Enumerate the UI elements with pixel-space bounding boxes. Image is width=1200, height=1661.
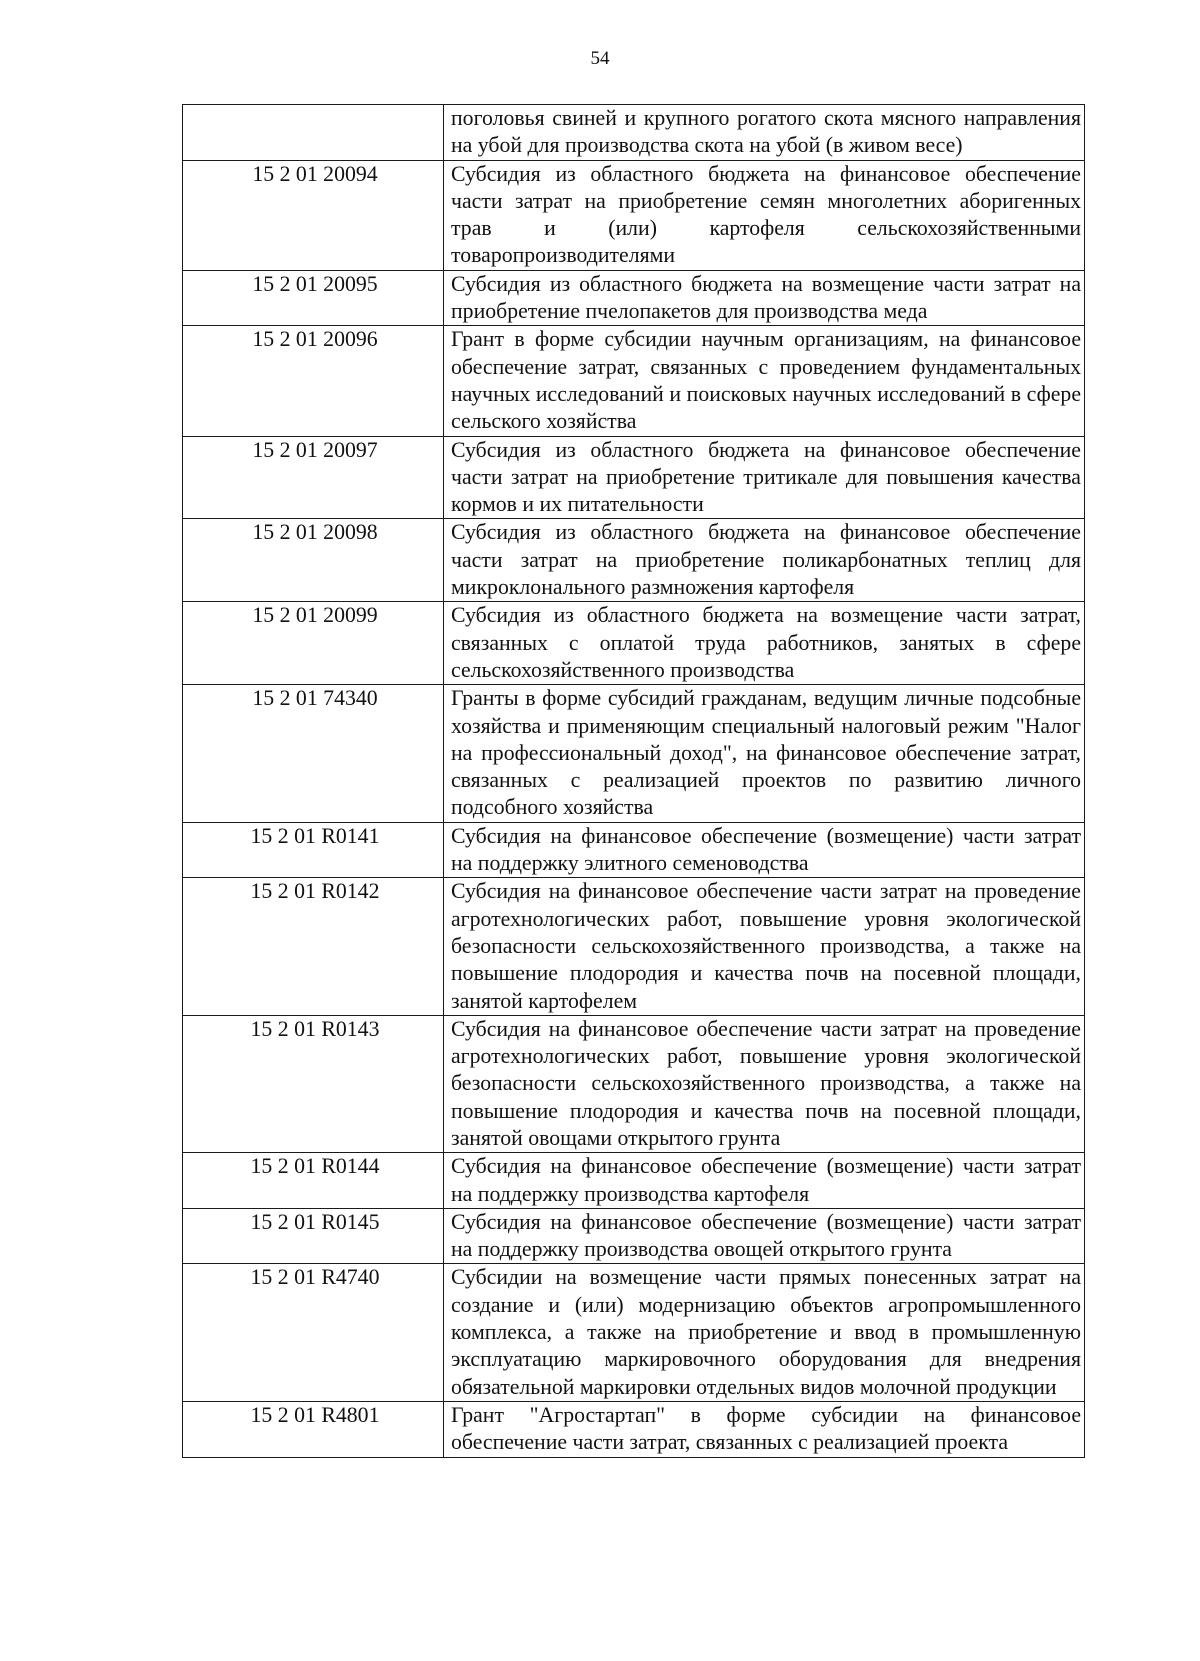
description-cell: Субсидия на финансовое обеспечение части затрат на проведение агротехнологических работ, повышение уровня экологической безопасности сельскохозяйственного производства, а также на повышение плодородия и качества почв на посевной площади, занятой овощами открытого грунта <box>444 1015 1085 1152</box>
table-row <box>183 878 1085 1015</box>
description-cell: Грант "Агростартап" в форме субсидии на финансовое обеспечение части затрат, связанных с реализацией проекта <box>444 1401 1085 1457</box>
table-row <box>183 822 1085 878</box>
description-cell: Субсидия на финансовое обеспечение (возмещение) части затрат на поддержку элитного семеноводства <box>444 822 1085 878</box>
budget-code-cell: 15 2 01 R0141 <box>183 822 444 878</box>
table-row <box>183 326 1085 436</box>
table-row <box>183 436 1085 519</box>
budget-code-cell: 15 2 01 20097 <box>183 436 444 519</box>
description-cell: Субсидия на финансовое обеспечение (возмещение) части затрат на поддержку производства картофеля <box>444 1153 1085 1209</box>
description-cell: Субсидия из областного бюджета на возмещение части затрат, связанных с оплатой труда работников, занятых в сфере сельскохозяйственного производства <box>444 602 1085 685</box>
table-row <box>183 519 1085 602</box>
description-cell: Субсидия на финансовое обеспечение части затрат на проведение агротехнологических работ, повышение уровня экологической безопасности сельскохозяйственного производства, а также на повышение плодородия и качества почв на посевной площади, занятой картофелем <box>444 878 1085 1015</box>
budget-code-cell: 15 2 01 R0142 <box>183 878 444 1015</box>
table-row <box>183 1264 1085 1401</box>
table-row <box>183 105 1085 161</box>
description-cell: Субсидия на финансовое обеспечение (возмещение) части затрат на поддержку производства овощей открытого грунта <box>444 1208 1085 1264</box>
table-row <box>183 160 1085 270</box>
budget-code-cell: 15 2 01 R0145 <box>183 1208 444 1264</box>
description-cell: Субсидия из областного бюджета на финансовое обеспечение части затрат на приобретение тритикале для повышения качества кормов и их питательности <box>444 436 1085 519</box>
description-cell: Субсидия из областного бюджета на финансовое обеспечение части затрат на приобретение поликарбонатных теплиц для микроклонального размножения картофеля <box>444 519 1085 602</box>
budget-code-cell: 15 2 01 74340 <box>183 685 444 822</box>
table-row <box>183 685 1085 822</box>
description-cell: Субсидии на возмещение части прямых понесенных затрат на создание и (или) модернизацию объектов агропромышленного комплекса, а также на приобретение и ввод в промышленную эксплуатацию маркировочного оборудования для внедрения обязательной маркировки отдельных видов молочной продукции <box>444 1264 1085 1401</box>
budget-code-cell: 15 2 01 R4740 <box>183 1264 444 1401</box>
description-cell: Субсидия из областного бюджета на возмещение части затрат на приобретение пчелопакетов для производства меда <box>444 270 1085 326</box>
page-number: 54 <box>590 48 610 69</box>
table-row <box>183 1015 1085 1152</box>
budget-code-cell: 15 2 01 20094 <box>183 160 444 270</box>
table-body <box>183 105 1085 1458</box>
description-cell: поголовья свиней и крупного рогатого скота мясного направления на убой для производства скота на убой (в живом весе) <box>444 105 1085 161</box>
budget-code-cell: 15 2 01 20098 <box>183 519 444 602</box>
table-row <box>183 270 1085 326</box>
description-cell: Субсидия из областного бюджета на финансовое обеспечение части затрат на приобретение семян многолетних аборигенных трав и (или) картофеля сельскохозяйственными товаропроизводителями <box>444 160 1085 270</box>
description-cell: Грант в форме субсидии научным организациям, на финансовое обеспечение затрат, связанных с проведением фундаментальных научных исследований и поисковых научных исследований в сфере сельского хозяйства <box>444 326 1085 436</box>
table-row <box>183 1153 1085 1209</box>
budget-code-cell: 15 2 01 R0144 <box>183 1153 444 1209</box>
table-row <box>183 1401 1085 1457</box>
budget-code-cell: 15 2 01 20095 <box>183 270 444 326</box>
budget-code-cell: 15 2 01 20096 <box>183 326 444 436</box>
table-row <box>183 602 1085 685</box>
budget-code-cell <box>183 105 444 161</box>
table-row <box>183 1208 1085 1264</box>
budget-code-table <box>182 104 1085 1458</box>
budget-code-cell: 15 2 01 R4801 <box>183 1401 444 1457</box>
budget-code-cell: 15 2 01 20099 <box>183 602 444 685</box>
description-cell: Гранты в форме субсидий гражданам, ведущим личные подсобные хозяйства и применяющим специальный налоговый режим "Налог на профессиональный доход", на финансовое обеспечение затрат, связанных с реализацией проектов по развитию личного подсобного хозяйства <box>444 685 1085 822</box>
budget-code-cell: 15 2 01 R0143 <box>183 1015 444 1152</box>
